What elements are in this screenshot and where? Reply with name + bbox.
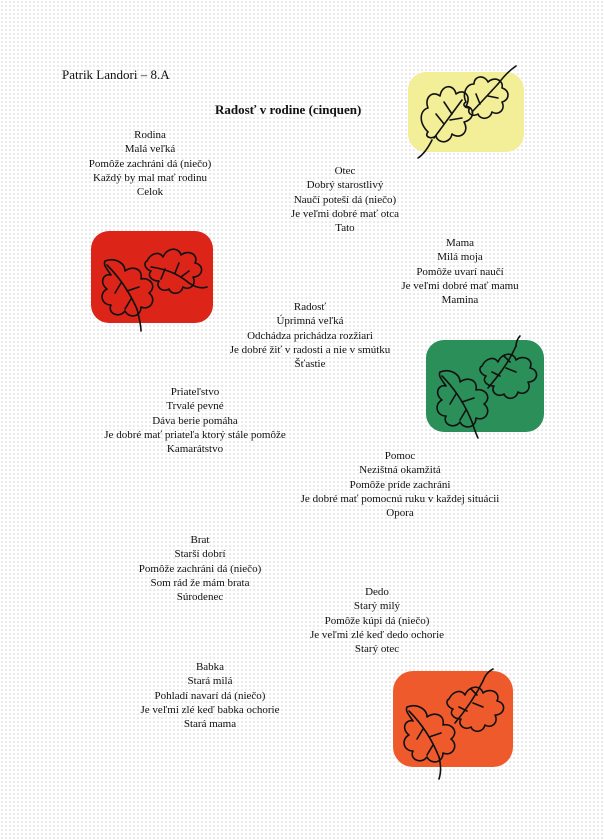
poem-brat [110, 533, 290, 604]
poem-line: Pomoc [384, 450, 416, 462]
poem-line: Kamarátstvo [166, 443, 224, 456]
author-line: Patrik Landori – 8.A [62, 67, 170, 82]
poem-line: Úprimná veľká [276, 315, 344, 328]
poem-line: Otec [334, 165, 356, 177]
poem-line: Opora [386, 507, 414, 520]
poem-line: Je dobré mať pomocnú ruku v každej situácii [300, 492, 500, 505]
red-leaves-illustration [85, 225, 220, 335]
poem-line: Je veľmi zlé keď babka ochorie [140, 703, 280, 716]
poem-line: Nezištná okamžitá [359, 464, 441, 477]
poem-dedo [287, 585, 467, 656]
poem-line: Stará milá [187, 675, 233, 688]
poem-line: Starší dobrí [174, 548, 226, 561]
poem-line: Je dobré žiť v radosti a nie v smútku [229, 343, 391, 356]
poem-line: Pohladí navarí dá (niečo) [154, 689, 266, 702]
poem-line: Súrodenec [176, 591, 224, 604]
poem-line: Pomôže príde zachráni [349, 478, 451, 491]
poem-mama [370, 236, 550, 307]
poem-line: Pomôže uvarí naučí [416, 265, 504, 278]
poem-priatelstvo [90, 385, 300, 456]
poem-line: Naučí poteší dá (niečo) [293, 193, 397, 206]
page-title: Radosť v rodine (cinquen) [215, 102, 362, 117]
poem-line: Odchádza prichádza rozžiari [247, 329, 373, 342]
poem-line: Priateľstvo [170, 386, 220, 398]
poem-line: Pomôže kúpi dá (niečo) [324, 614, 430, 627]
poem-line: Celok [136, 186, 164, 199]
poem-line: Starý milý [353, 600, 401, 613]
poem-line: Každý by mal mať rodinu [92, 171, 208, 184]
poem-line: Je veľmi dobré mať otca [290, 207, 400, 220]
poem-line: Rodina [134, 129, 166, 141]
poem-line: Babka [195, 661, 225, 673]
poem-line: Dáva berie pomáha [152, 414, 238, 427]
poem-line: Mama [445, 237, 475, 249]
poem-line: Trvalé pevné [166, 400, 224, 413]
orange-leaves-illustration [385, 663, 520, 783]
poem-line: Dobrý starostlivý [306, 179, 384, 192]
poem-pomoc [280, 449, 520, 520]
poem-line: Som rád že mám brata [150, 576, 250, 589]
poem-line: Pomôže zachráni dá (niečo) [138, 562, 262, 575]
poem-line: Starý otec [354, 643, 400, 656]
poem-line: Mamina [441, 294, 479, 307]
poem-line: Pomôže zachráni dá (niečo) [88, 157, 212, 170]
poem-line: Milá moja [437, 251, 483, 264]
poem-line: Tato [335, 222, 355, 235]
poem-line: Je dobré mať priateľa ktorý stále pomôže [104, 428, 286, 441]
poem-babka [115, 660, 305, 731]
poem-line: Malá veľká [124, 143, 176, 156]
yellow-leaves-illustration [400, 62, 530, 167]
green-leaves-illustration [420, 332, 550, 442]
poem-line: Dedo [365, 586, 389, 598]
poem-line: Radosť [293, 301, 327, 313]
poem-radost [210, 300, 410, 371]
poem-otec [255, 164, 435, 235]
poem-line: Šťastie [294, 358, 326, 371]
poem-line: Je veľmi zlé keď dedo ochorie [309, 628, 445, 641]
poem-line: Je veľmi dobré mať mamu [401, 279, 519, 292]
poem-line: Brat [190, 534, 210, 546]
poem-line: Stará mama [183, 718, 237, 731]
poem-rodina [60, 128, 240, 199]
